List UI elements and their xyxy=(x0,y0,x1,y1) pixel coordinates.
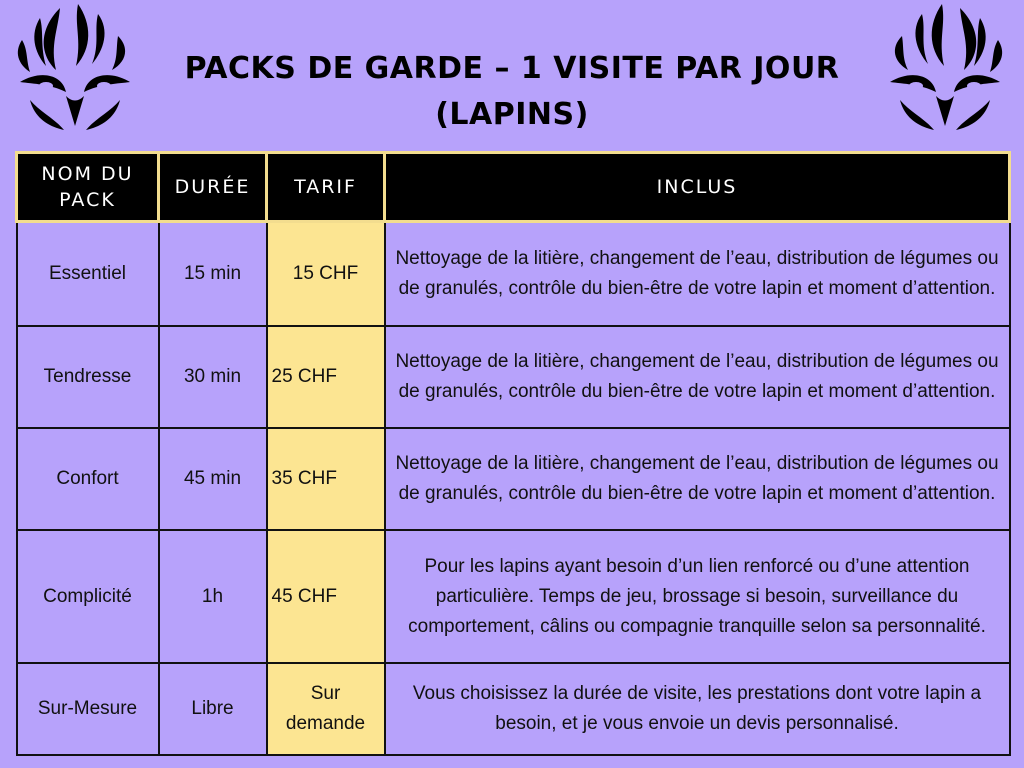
pack-tarif: 15 CHF xyxy=(267,222,385,326)
header-duree: DURÉE xyxy=(159,153,267,222)
pack-name: Confort xyxy=(17,428,159,530)
header-tarif: TARIF xyxy=(267,153,385,222)
pack-tarif: 25 CHF xyxy=(267,326,385,428)
pack-duree: 15 min xyxy=(159,222,267,326)
table-row xyxy=(17,222,1010,326)
pack-name: Tendresse xyxy=(17,326,159,428)
header-inclus: INCLUS xyxy=(385,153,1010,222)
pack-inclus: Nettoyage de la litière, changement de l’eau, distribution de légumes ou de granulés, contrôle du bien-être de votre lapin et moment d’attention. xyxy=(385,326,1010,428)
header-nom: NOM DU PACK xyxy=(17,153,159,222)
pack-inclus: Vous choisissez la durée de visite, les prestations dont votre lapin a besoin, et je vous envoie un devis personnalisé. xyxy=(385,663,1010,755)
pack-tarif: Sur demande xyxy=(267,663,385,755)
packs-table xyxy=(15,151,1011,756)
pack-inclus: Pour les lapins ayant besoin d’un lien renforcé ou d’une attention particulière. Temps de jeu, brossage si besoin, surveillance du comportement, câlins ou compagnie tranquille selon sa personnalité. xyxy=(385,530,1010,662)
table-row xyxy=(17,663,1010,755)
page-title xyxy=(150,46,874,138)
pack-inclus: Nettoyage de la litière, changement de l’eau, distribution de légumes ou de granulés, contrôle du bien-être de votre lapin et moment d’attention. xyxy=(385,428,1010,530)
tiger-face-icon xyxy=(0,0,150,140)
tiger-face-icon xyxy=(870,0,1020,140)
table-row xyxy=(17,530,1010,662)
table-row xyxy=(17,326,1010,428)
pack-tarif: 35 CHF xyxy=(267,428,385,530)
table-row xyxy=(17,428,1010,530)
pack-name: Essentiel xyxy=(17,222,159,326)
pack-duree: 45 min xyxy=(159,428,267,530)
pack-duree: 1h xyxy=(159,530,267,662)
table-header-row xyxy=(17,153,1010,222)
page-title-line1: PACKS DE GARDE – 1 VISITE PAR JOUR xyxy=(184,51,840,86)
pack-inclus: Nettoyage de la litière, changement de l’eau, distribution de légumes ou de granulés, contrôle du bien-être de votre lapin et moment d’attention. xyxy=(385,222,1010,326)
pack-name: Sur-Mesure xyxy=(17,663,159,755)
pack-duree: 30 min xyxy=(159,326,267,428)
pack-tarif: 45 CHF xyxy=(267,530,385,662)
pack-duree: Libre xyxy=(159,663,267,755)
pack-name: Complicité xyxy=(17,530,159,662)
page-title-line2: (LAPINS) xyxy=(435,97,589,132)
